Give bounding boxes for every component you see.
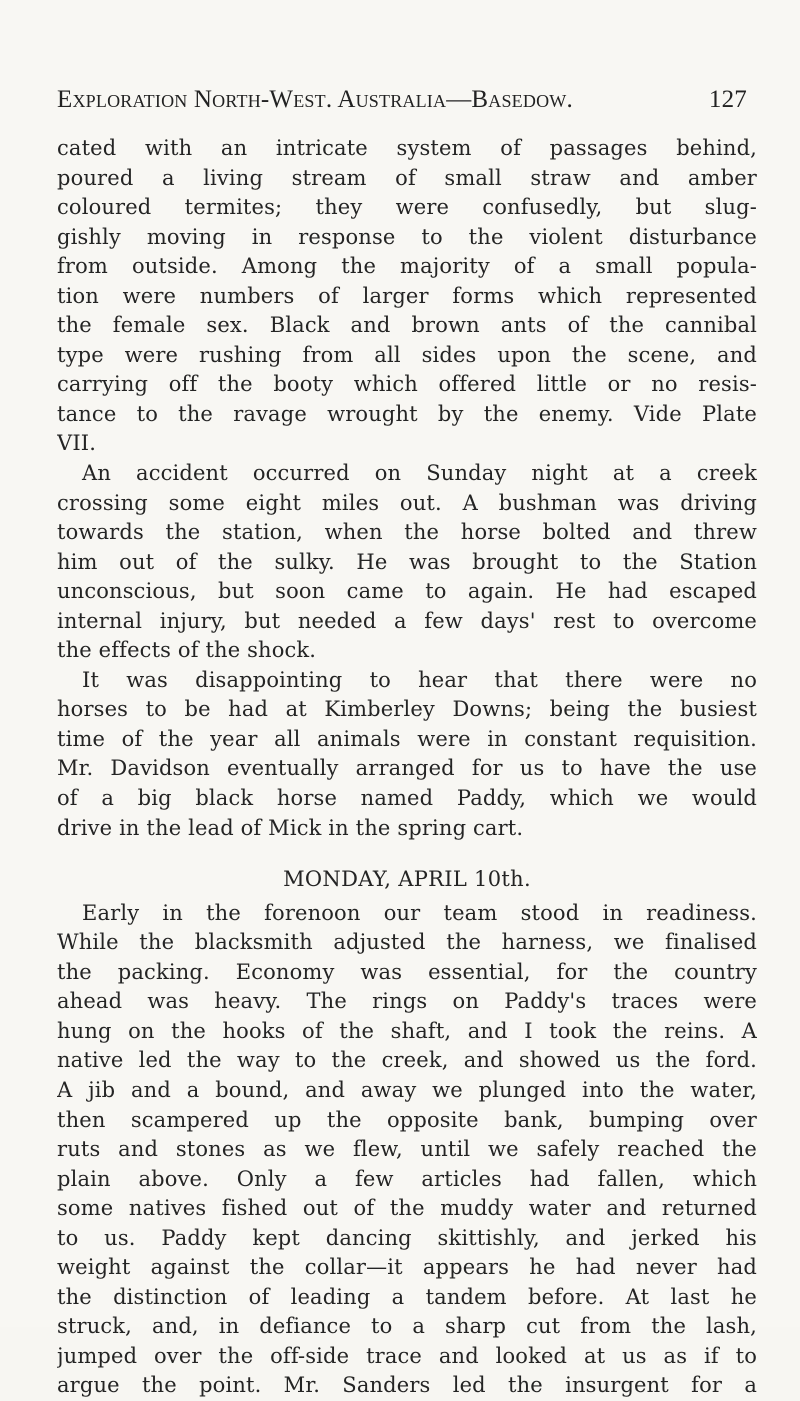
text-line: poured a living stream of small straw and amber xyxy=(57,165,757,190)
text-line: VII. xyxy=(57,431,97,456)
text-line: him out of the sulky. He was brought to the Station xyxy=(57,549,757,574)
text-line: weight against the collar—it appears he had never had xyxy=(57,1255,757,1280)
text-line: Mr. Davidson eventually arranged for us to have the use xyxy=(57,756,757,781)
text-line: plain above. Only a few articles had fallen, which xyxy=(57,1166,757,1191)
text-line: tance to the ravage wrought by the enemy. Vide Plate xyxy=(57,401,757,426)
text-line: ahead was heavy. The rings on Paddy's traces were xyxy=(57,989,757,1014)
text-line: the distinction of leading a tandem before. At last he xyxy=(57,1284,757,1309)
text-line: While the blacksmith adjusted the harness, we finalised xyxy=(57,930,757,955)
text-line: argue the point. Mr. Sanders led the insurgent for a xyxy=(57,1373,757,1398)
text-line: from outside. Among the majority of a small popula- xyxy=(57,254,757,279)
paragraph xyxy=(57,459,757,666)
page-number: 127 xyxy=(708,86,747,113)
text-line: to us. Paddy kept dancing skittishly, and jerked his xyxy=(57,1225,757,1250)
text-line: coloured termites; they were confusedly, but slug- xyxy=(57,195,757,220)
text-line: time of the year all animals were in constant requisition. xyxy=(57,726,757,751)
text-line: the female sex. Black and brown ants of the cannibal xyxy=(57,313,757,338)
text-line: jumped over the off-side trace and looked at us as if to xyxy=(57,1343,757,1368)
text-line: native led the way to the creek, and showed us the ford. xyxy=(57,1048,757,1073)
text-line: ruts and stones as we flew, until we safely reached the xyxy=(57,1137,757,1162)
text-line: hung on the hooks of the shaft, and I took the reins. A xyxy=(57,1018,757,1043)
text-line: It was disappointing to hear that there were no xyxy=(82,667,757,692)
text-line: Early in the forenoon our team stood in readiness. xyxy=(82,900,757,925)
text-line: drive in the lead of Mick in the spring cart. xyxy=(57,815,524,840)
text-line: the effects of the shock. xyxy=(57,638,317,663)
paragraph xyxy=(57,666,757,843)
text-line: struck, and, in defiance to a sharp cut from the lash, xyxy=(57,1314,757,1339)
text-line: of a big black horse named Paddy, which we would xyxy=(57,786,757,811)
body-text xyxy=(57,134,757,1401)
paragraph xyxy=(57,899,757,1401)
paragraph xyxy=(57,134,757,459)
text-line: some natives fished out of the muddy water and returned xyxy=(57,1196,757,1221)
text-line: type were rushing from all sides upon the scene, and xyxy=(57,342,757,367)
running-header xyxy=(57,86,747,122)
text-line: An accident occurred on Sunday night at a creek xyxy=(82,461,757,486)
text-line: the packing. Economy was essential, for the country xyxy=(57,959,757,984)
text-line: gishly moving in response to the violent disturbance xyxy=(57,224,757,249)
section-heading: MONDAY, APRIL 10th. xyxy=(283,867,531,892)
text-line: cated with an intricate system of passages behind, xyxy=(57,136,757,160)
text-line: then scampered up the opposite bank, bumping over xyxy=(57,1107,757,1132)
text-line: horses to be had at Kimberley Downs; being the busiest xyxy=(57,697,757,722)
text-line: tion were numbers of larger forms which represented xyxy=(57,283,757,308)
text-line: towards the station, when the horse bolted and threw xyxy=(57,520,757,545)
running-title: Exploration North-West. Australia—Basedow. xyxy=(57,86,573,113)
text-line: carrying off the booty which offered little or no resis- xyxy=(57,372,757,397)
spacer xyxy=(57,843,757,865)
text-line: internal injury, but needed a few days' rest to overcome xyxy=(57,608,757,633)
text-line: unconscious, but soon came to again. He had escaped xyxy=(57,579,757,604)
text-line: A jib and a bound, and away we plunged into the water, xyxy=(57,1077,757,1102)
text-line: crossing some eight miles out. A bushman was driving xyxy=(57,490,757,515)
